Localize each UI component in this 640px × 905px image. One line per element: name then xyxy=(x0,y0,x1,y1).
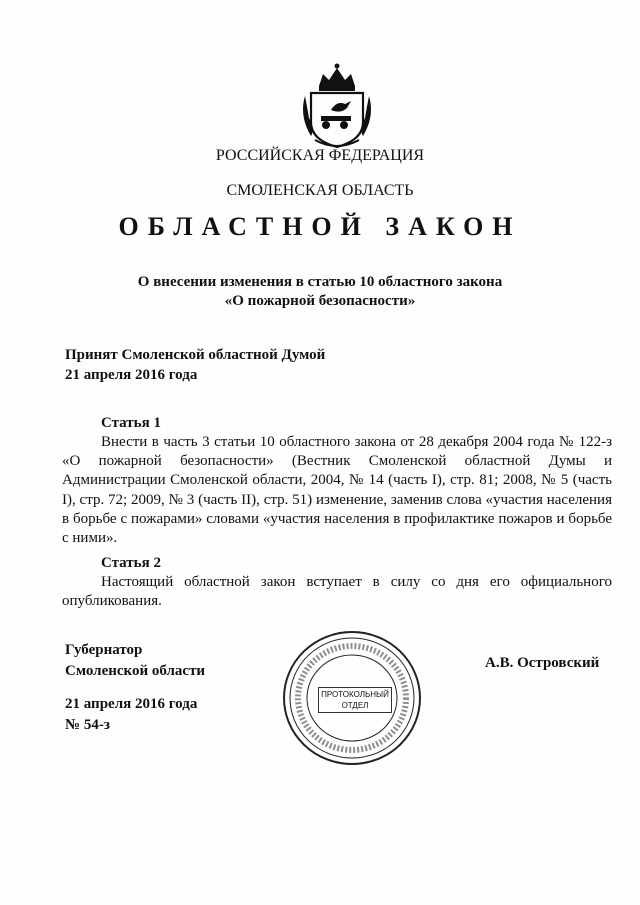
adoption-note xyxy=(65,345,325,385)
article-1-heading: Статья 1 xyxy=(101,415,161,431)
seal-label-line-2: ОТДЕЛ xyxy=(341,701,369,710)
seal-label xyxy=(318,687,392,713)
article-1-text: Внести в часть 3 статьи 10 областного закона от 28 декабря 2004 года № 122-з «О пожарной безопасности» (Вестник Смоленской областной Думы и Администрации Смоленской области, 2004, № 14 (часть I), стр. 81; 2008, № 5 (часть I), стр. 72; 2009, № 3 (часть II), стр. 51) изменение, заменив слова «участия населения в борьбе с пожарами» словами «участия населения в профилактике пожаров и борьбе с ними». xyxy=(62,434,612,547)
signatory-title-line-1: Губернатор xyxy=(65,642,143,658)
article-2-heading: Статья 2 xyxy=(101,555,161,571)
signatory-title-line-2: Смоленской области xyxy=(65,663,206,679)
country-name: РОССИЙСКАЯ ФЕДЕРАЦИЯ xyxy=(215,147,425,164)
adoption-body: Принят Смоленской областной Думой xyxy=(65,347,326,363)
law-subject-line-1: О внесении изменения в статью 10 областного закона xyxy=(137,274,503,290)
law-subject xyxy=(0,273,640,311)
signatory-name: А.В. Островский xyxy=(485,655,600,671)
law-number: № 54-з xyxy=(65,717,110,733)
coat-of-arms-icon xyxy=(297,60,377,150)
region-name: СМОЛЕНСКАЯ ОБЛАСТЬ xyxy=(226,182,414,199)
article-2-text: Настоящий областной закон вступает в силу со дня его официального опубликования. xyxy=(62,574,612,610)
document-type: ОБЛАСТНОЙ ЗАКОН xyxy=(118,212,522,241)
signing-details xyxy=(65,694,197,736)
signatory-title xyxy=(65,640,205,682)
adoption-date: 21 апреля 2016 года xyxy=(65,367,198,383)
signing-date: 21 апреля 2016 года xyxy=(65,696,198,712)
seal-label-line-1: ПРОТОКОЛЬНЫЙ xyxy=(321,690,389,699)
law-subject-line-2: «О пожарной безопасности» xyxy=(224,293,416,309)
